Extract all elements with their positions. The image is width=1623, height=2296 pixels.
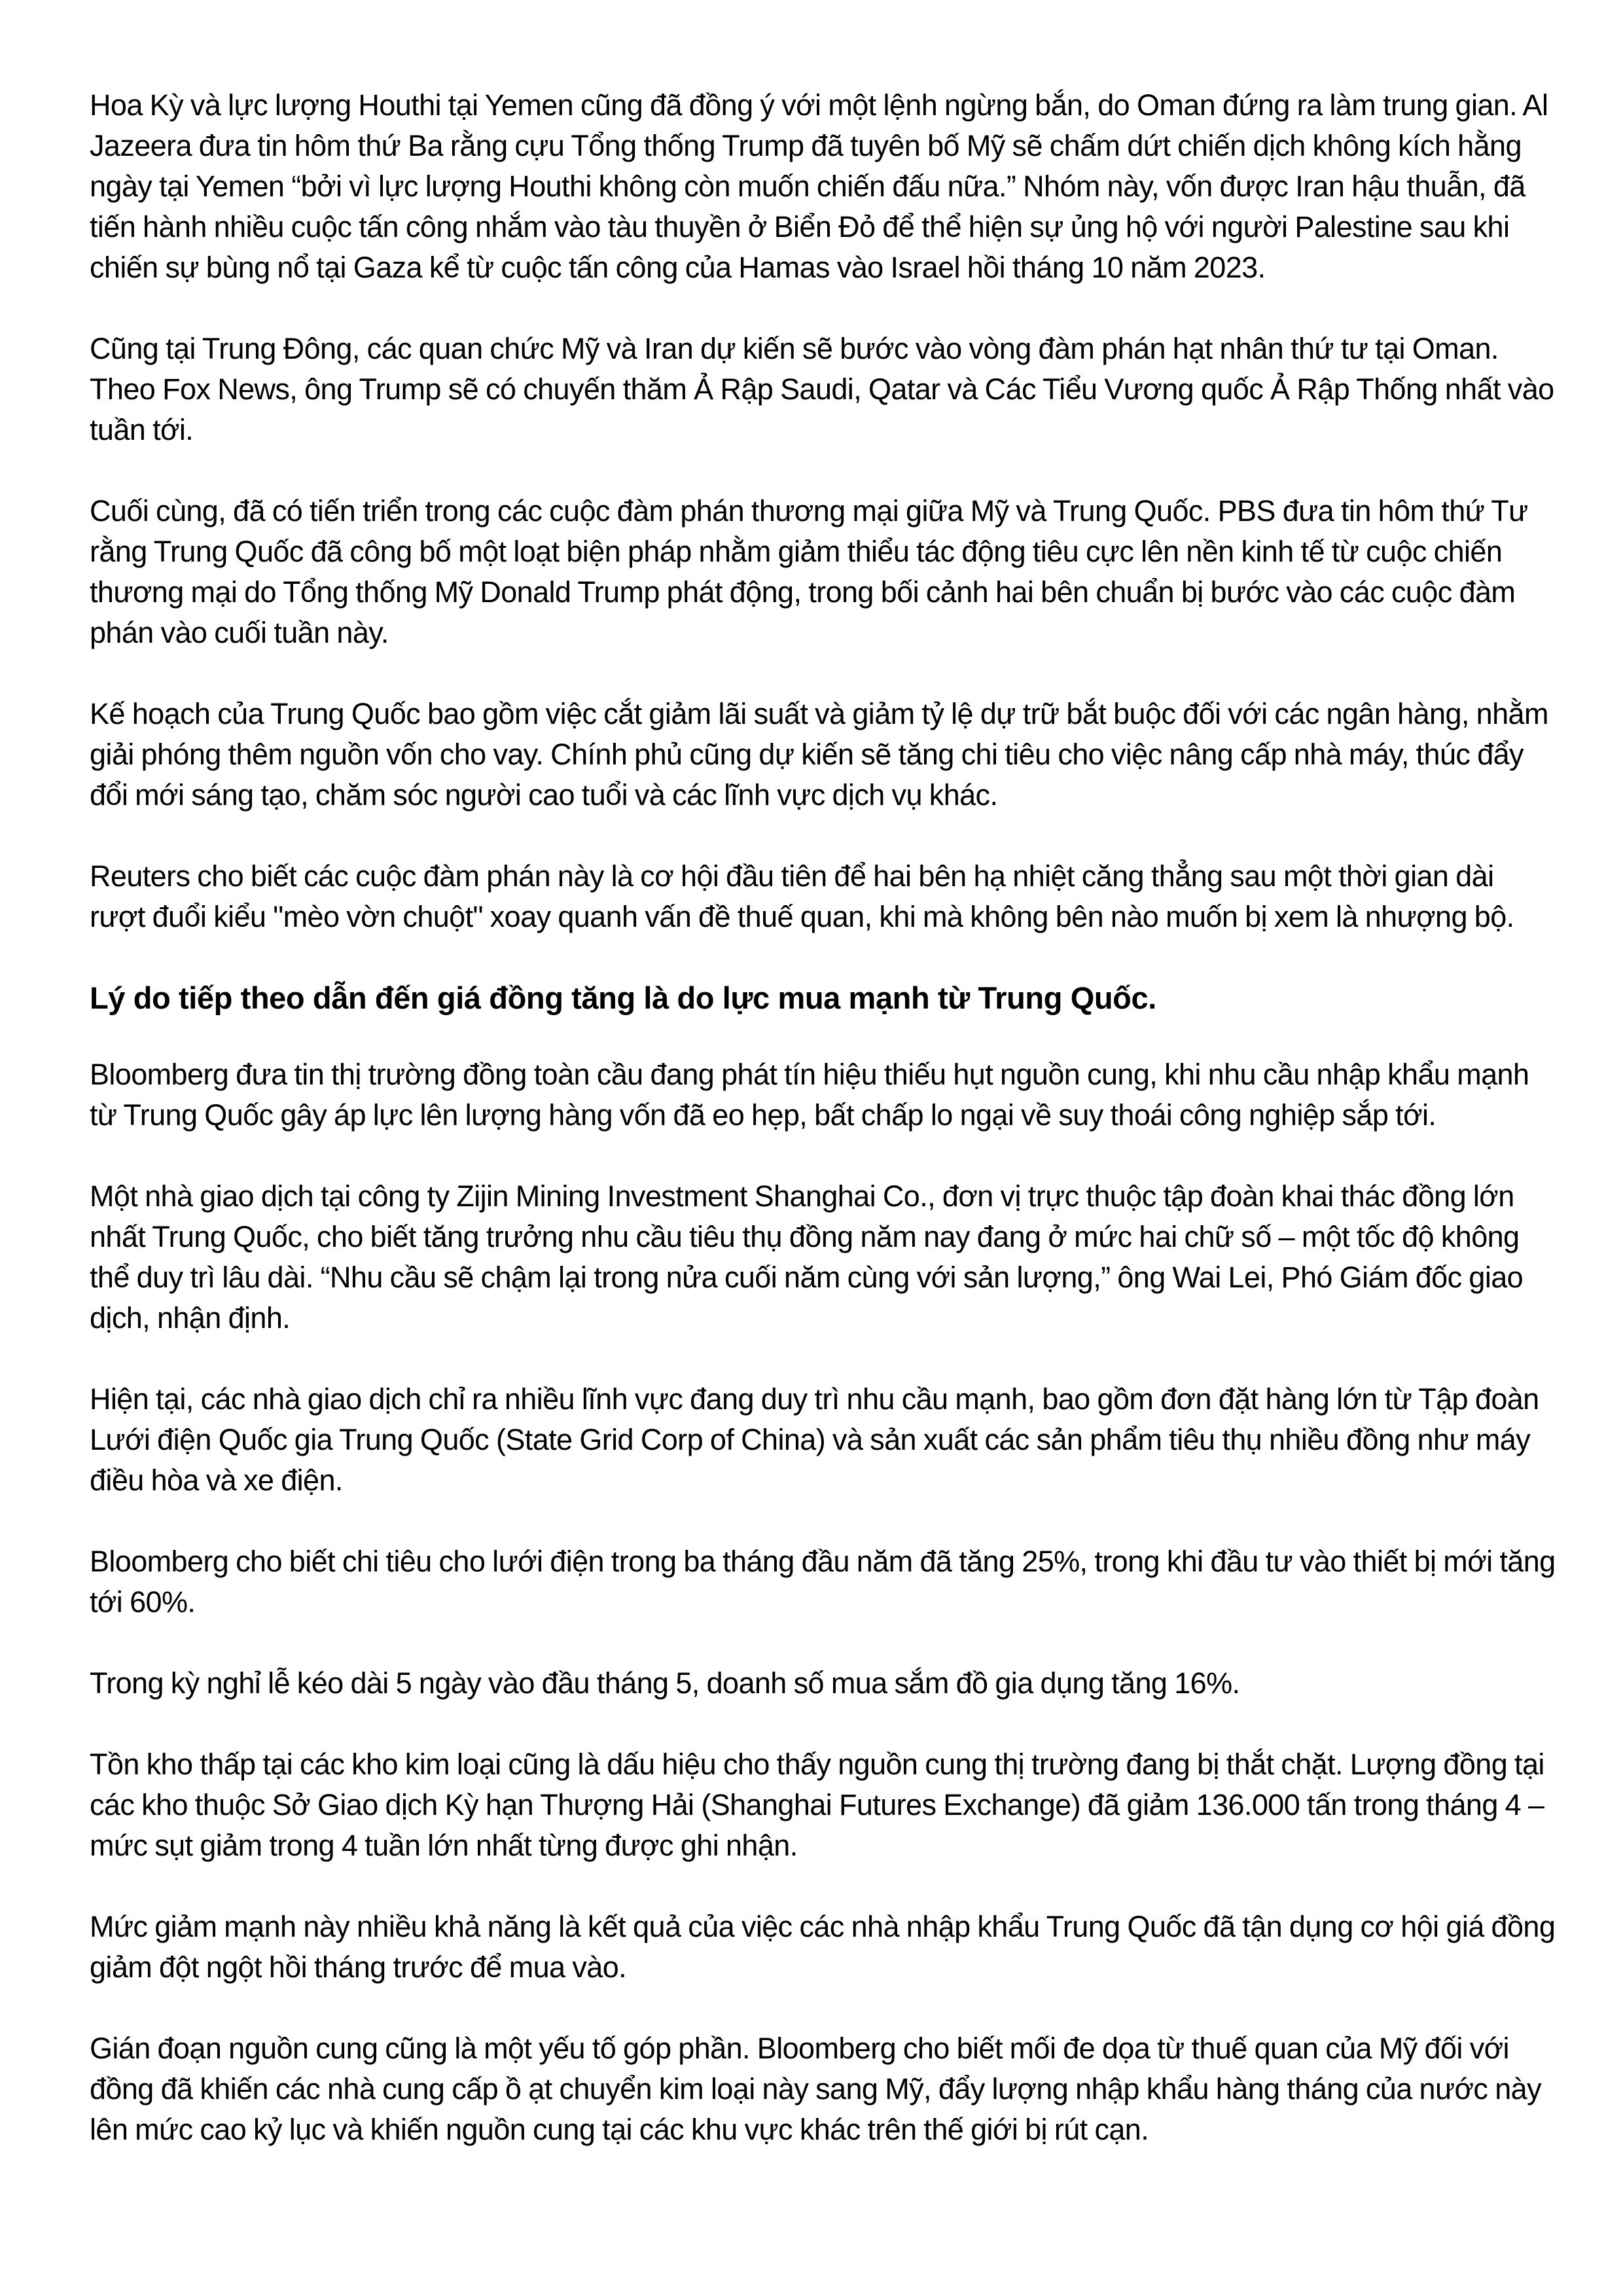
paragraph-importers-buying: Mức giảm mạnh này nhiều khả năng là kết quả của việc các nhà nhập khẩu Trung Quốc đã tận dụng cơ hội giá đồng giảm đột ngột hồi tháng trước để mua vào. <box>90 1910 1556 1984</box>
paragraph-state-grid-demand: Hiện tại, các nhà giao dịch chỉ ra nhiều lĩnh vực đang duy trì nhu cầu mạnh, bao gồm đơn đặt hàng lớn từ Tập đoàn Lưới điện Quốc gia Trung Quốc (State Grid Corp of China) và sản xuất các sản phẩm tiêu thụ nhiều đồng như máy điều hòa và xe điện. <box>90 1382 1539 1497</box>
document-page <box>90 85 1556 2191</box>
paragraph-iran-talks: Cũng tại Trung Đông, các quan chức Mỹ và Iran dự kiến sẽ bước vào vòng đàm phán hạt nhân thứ tư tại Oman. Theo Fox News, ông Trump sẽ có chuyến thăm Ả Rập Saudi, Qatar và Các Tiểu Vương quốc Ả Rập Thống nhất vào tuần tới. <box>90 332 1554 446</box>
paragraph-houthi-ceasefire: Hoa Kỳ và lực lượng Houthi tại Yemen cũng đã đồng ý với một lệnh ngừng bắn, do Oman đứng ra làm trung gian. Al Jazeera đưa tin hôm thứ Ba rằng cựu Tổng thống Trump đã tuyên bố Mỹ sẽ chấm dứt chiến dịch không kích hằng ngày tại Yemen “bởi vì lực lượng Houthi không còn muốn chiến đấu nữa.” Nhóm này, vốn được Iran hậu thuẫn, đã tiến hành nhiều cuộc tấn công nhắm vào tàu thuyền ở Biển Đỏ để thể hiện sự ủng hộ với người Palestine sau khi chiến sự bùng nổ tại Gaza kể từ cuộc tấn công của Hamas vào Israel hồi tháng 10 năm 2023. <box>90 88 1548 284</box>
paragraph-grid-spending: Bloomberg cho biết chi tiêu cho lưới điện trong ba tháng đầu năm đã tăng 25%, trong khi đầu tư vào thiết bị mới tăng tới 60%. <box>90 1545 1556 1619</box>
paragraph-us-china-trade-talks: Cuối cùng, đã có tiến triển trong các cuộc đàm phán thương mại giữa Mỹ và Trung Quốc. PBS đưa tin hôm thứ Tư rằng Trung Quốc đã công bố một loạt biện pháp nhằm giảm thiểu tác động tiêu cực lên nền kinh tế từ cuộc chiến thương mại do Tổng thống Mỹ Donald Trump phát động, trong bối cảnh hai bên chuẩn bị bước vào các cuộc đàm phán vào cuối tuần này. <box>90 494 1528 649</box>
paragraph-low-inventory: Tồn kho thấp tại các kho kim loại cũng là dấu hiệu cho thấy nguồn cung thị trường đang bị thắt chặt. Lượng đồng tại các kho thuộc Sở Giao dịch Kỳ hạn Thượng Hải (Shanghai Futures Exchange) đã giảm 136.000 tấn trong tháng 4 – mức sụt giảm trong 4 tuần lớn nhất từng được ghi nhận. <box>90 1748 1544 1862</box>
paragraph-zijin-trader-quote: Một nhà giao dịch tại công ty Zijin Mining Investment Shanghai Co., đơn vị trực thuộc tập đoàn khai thác đồng lớn nhất Trung Quốc, cho biết tăng trưởng nhu cầu tiêu thụ đồng năm nay đang ở mức hai chữ số – một tốc độ không thể duy trì lâu dài. “Nhu cầu sẽ chậm lại trong nửa cuối năm cùng với sản lượng,” ông Wai Lei, Phó Giám đốc giao dịch, nhận định. <box>90 1179 1524 1335</box>
paragraph-holiday-sales: Trong kỳ nghỉ lễ kéo dài 5 ngày vào đầu tháng 5, doanh số mua sắm đồ gia dụng tăng 16%. <box>90 1666 1240 1700</box>
paragraph-china-stimulus-plan: Kế hoạch của Trung Quốc bao gồm việc cắt giảm lãi suất và giảm tỷ lệ dự trữ bắt buộc đối với các ngân hàng, nhằm giải phóng thêm nguồn vốn cho vay. Chính phủ cũng dự kiến sẽ tăng chi tiêu cho việc nâng cấp nhà máy, thúc đẩy đổi mới sáng tạo, chăm sóc người cao tuổi và các lĩnh vực dịch vụ khác. <box>90 697 1548 812</box>
paragraph-reuters-tensions: Reuters cho biết các cuộc đàm phán này là cơ hội đầu tiên để hai bên hạ nhiệt căng thẳng sau một thời gian dài rượt đuổi kiểu "mèo vờn chuột" xoay quanh vấn đề thuế quan, khi mà không bên nào muốn bị xem là nhượng bộ. <box>90 859 1514 933</box>
section-heading-china-demand: Lý do tiếp theo dẫn đến giá đồng tăng là do lực mua mạnh từ Trung Quốc. <box>90 980 1156 1015</box>
paragraph-bloomberg-supply-shortage: Bloomberg đưa tin thị trường đồng toàn cầu đang phát tín hiệu thiếu hụt nguồn cung, khi nhu cầu nhập khẩu mạnh từ Trung Quốc gây áp lực lên lượng hàng vốn đã eo hẹp, bất chấp lo ngại về suy thoái công nghiệp sắp tới. <box>90 1058 1529 1132</box>
paragraph-supply-disruption: Gián đoạn nguồn cung cũng là một yếu tố góp phần. Bloomberg cho biết mối đe dọa từ thuế quan của Mỹ đối với đồng đã khiến các nhà cung cấp ồ ạt chuyển kim loại này sang Mỹ, đẩy lượng nhập khẩu hàng tháng của nước này lên mức cao kỷ lục và khiến nguồn cung tại các khu vực khác trên thế giới bị rút cạn. <box>90 2032 1541 2146</box>
